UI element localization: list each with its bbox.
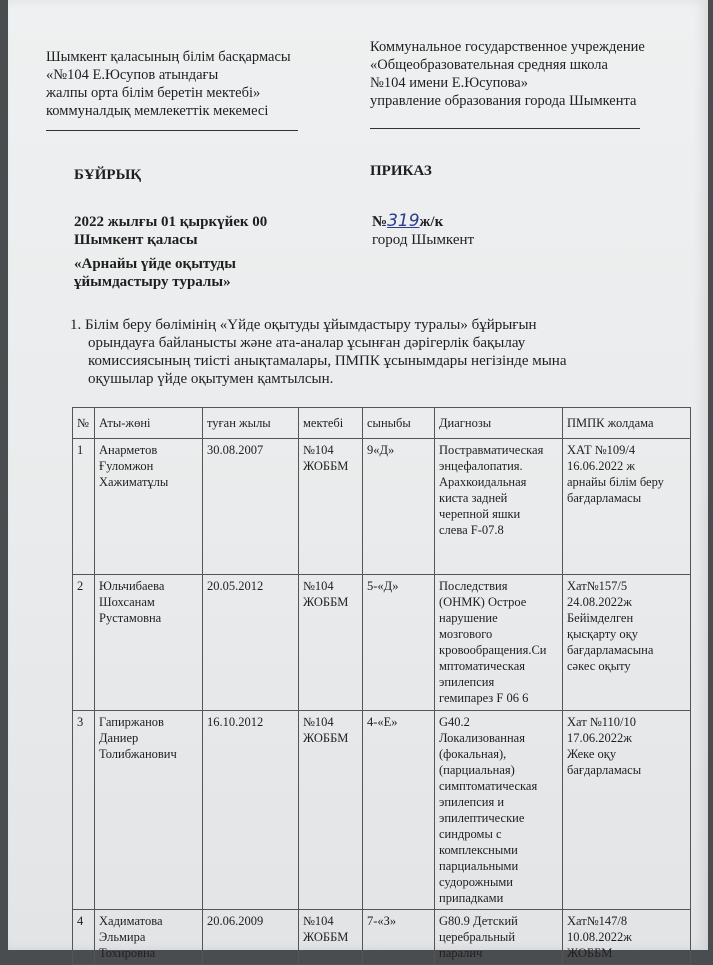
header-right-line: Коммунальное государственное учреждение: [370, 39, 645, 55]
school: №104 ЖОББМ: [299, 711, 363, 910]
paragraph-line: 1. Білім беру бөлімінің «Үйде оқытуды ұйымдастыру туралы» бұйрығын: [70, 317, 537, 333]
header-left-line: коммуналдық мемлекеттік мекемесі: [46, 103, 269, 119]
header-right-line: №104 имени Е.Юсупова»: [370, 75, 528, 91]
school: №104 ЖОББМ: [299, 910, 363, 965]
grade: 5-«Д»: [363, 575, 435, 711]
grade: 9«Д»: [363, 439, 435, 575]
order-number: [372, 212, 443, 231]
school: №104 ЖОББМ: [299, 575, 363, 711]
header-right-line: «Общеобразовательная средняя школа: [370, 57, 608, 73]
table-header-cell: Диагнозы: [435, 408, 563, 439]
order-title-kz: БҰЙРЫҚ: [74, 167, 142, 183]
diagnosis: Последствия (ОНМК) Острое нарушение мозгового кровообращения.Си мптоматическая эпилепсия гемипарез F 06 6: [435, 575, 563, 711]
table-row: [73, 711, 691, 910]
birth-date: 30.08.2007: [203, 439, 299, 575]
order-city-ru: город Шымкент: [372, 232, 475, 248]
grade: 7-«З»: [363, 910, 435, 965]
pmpk-referral: Хат№147/8 10.08.2022ж ЖОББМ: [563, 910, 691, 965]
header-right-line: управление образования города Шымкента: [370, 93, 637, 109]
order-city-kz: Шымкент қаласы: [74, 232, 198, 248]
pmpk-referral: Хат№157/5 24.08.2022ж Бейімделген қысқарту оқу бағдарламасына сәкес оқыту: [563, 575, 691, 711]
header-left-kz: [46, 48, 291, 120]
document-page: [8, 0, 708, 960]
student-name: Гапиржанов Даниер Толибжанович: [95, 711, 203, 910]
header-left-rule: [46, 130, 298, 131]
diagnosis: G40.2 Локализованная (фокальная), (парциальная) симптоматическая эпилепсия и эпилептические синдромы с комплексными парциальными судорожными припадками: [435, 711, 563, 910]
row-number: 3: [73, 711, 95, 910]
birth-date: 20.05.2012: [203, 575, 299, 711]
header-left-line: «№104 Е.Юсупов атындағы: [46, 67, 219, 83]
table-header-cell: №: [73, 408, 95, 439]
grade: 4-«Е»: [363, 711, 435, 910]
students-table: [72, 407, 691, 965]
header-right-rule: [370, 128, 640, 129]
order-number-handwritten: 319: [387, 211, 420, 231]
order-number-suffix: ж/к: [419, 214, 444, 230]
order-number-prefix: №: [372, 214, 388, 230]
row-number: 2: [73, 575, 95, 711]
paragraph-line: оқушылар үйде оқытумен қамтылсын.: [88, 371, 334, 387]
student-name: Анарметов Ғуломжон Хажиматұлы: [95, 439, 203, 575]
header-left-line: жалпы орта білім беретін мектебі»: [46, 85, 261, 101]
header-right-ru: [370, 38, 645, 110]
table-header-cell: туған жылы: [203, 408, 299, 439]
table-header-cell: сыныбы: [363, 408, 435, 439]
header-left-line: Шымкент қаласының білім басқармасы: [46, 49, 291, 65]
pmpk-referral: ХАТ №109/4 16.06.2022 ж арнайы білім беру бағдарламасы: [563, 439, 691, 575]
table-row: [73, 439, 691, 575]
paragraph-line: комиссиясының тиісті анықтамалары, ПМПК ұсынымдары негізінде мына: [88, 353, 567, 369]
school: №104 ЖОББМ: [299, 439, 363, 575]
order-subject-line: ұйымдастыру туралы»: [74, 274, 231, 290]
order-title-ru: ПРИКАЗ: [370, 163, 432, 179]
paragraph-line: орындауға байланысты және ата-аналар ұсынған дәрігерлік бақылау: [88, 335, 526, 351]
table-header-cell: ПМПК жолдама: [563, 408, 691, 439]
row-number: 4: [73, 910, 95, 965]
diagnosis: Постравматическая энцефалопатия. Арахкоидальная киста задней черепной яшки слева F-07.8: [435, 439, 563, 575]
diagnosis: G80.9 Детский церебральный паралич: [435, 910, 563, 965]
table-header-row: [73, 408, 691, 439]
birth-date: 16.10.2012: [203, 711, 299, 910]
order-date-kz: 2022 жылғы 01 қыркүйек 00: [74, 214, 268, 230]
table-header-cell: мектебі: [299, 408, 363, 439]
student-name: Хадиматова Эльмира Тохировна: [95, 910, 203, 965]
student-name: Юльчибаева Шохсанам Рустамовна: [95, 575, 203, 711]
table-header-cell: Аты-жөні: [95, 408, 203, 439]
row-number: 1: [73, 439, 95, 575]
order-paragraph: [70, 316, 566, 388]
table-row: [73, 910, 691, 965]
table-row: [73, 575, 691, 711]
pmpk-referral: Хат №110/10 17.06.2022ж Жеке оқу бағдарламасы: [563, 711, 691, 910]
birth-date: 20.06.2009: [203, 910, 299, 965]
order-subject-line: «Арнайы үйде оқытуды: [74, 256, 236, 272]
